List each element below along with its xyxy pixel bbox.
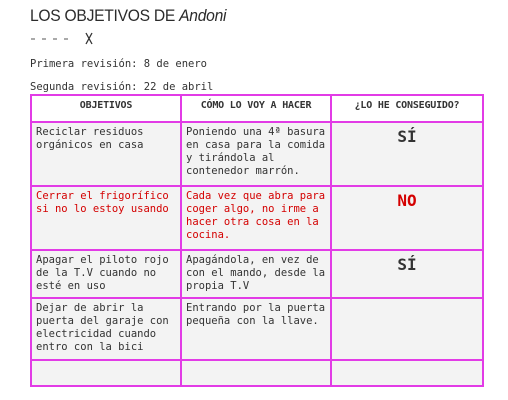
achieved-cell: NO	[331, 186, 483, 250]
table-row	[31, 298, 483, 360]
objective-cell: Apagar el piloto rojo de la T.V cuando no esté en uso	[31, 250, 181, 298]
how-cell: Cada vez que abra para coger algo, no irme a hacer otra cosa en la cocina.	[181, 186, 331, 250]
column-header-achieved: ¿LO HE CONSEGUIDO?	[331, 95, 483, 122]
page-title	[30, 6, 226, 26]
table-row	[31, 122, 483, 186]
achieved-cell: SÍ	[331, 250, 483, 298]
achieved-cell: SÍ	[331, 122, 483, 186]
objective-cell: Cerrar el frigorífico si no lo estoy usando	[31, 186, 181, 250]
title-prefix: LOS OBJETIVOS DE	[30, 6, 180, 25]
how-cell: Apagándola, en vez de con el mando, desde la propia T.V	[181, 250, 331, 298]
achieved-cell	[331, 298, 483, 360]
objective-cell: Dejar de abrir la puerta del garaje con electricidad cuando entro con la bici	[31, 298, 181, 360]
signature-mark	[30, 31, 100, 45]
title-name: Andoni	[179, 6, 227, 25]
table-row	[31, 186, 483, 250]
how-cell	[181, 360, 331, 386]
objective-cell: Reciclar residuos orgánicos en casa	[31, 122, 181, 186]
table-row	[31, 250, 483, 298]
table-row	[31, 360, 483, 386]
column-header-how: CÓMO LO VOY A HACER	[181, 95, 331, 122]
how-cell: Poniendo una 4ª basura en casa para la comida y tirándola al contenedor marrón.	[181, 122, 331, 186]
achieved-cell	[331, 360, 483, 386]
objective-cell	[31, 360, 181, 386]
column-header-objectives: OBJETIVOS	[31, 95, 181, 122]
first-revision: Primera revisión: 8 de enero	[30, 58, 208, 70]
objectives-table	[30, 94, 484, 387]
table-header-row	[31, 95, 483, 122]
how-cell: Entrando por la puerta pequeña con la llave.	[181, 298, 331, 360]
second-revision: Segunda revisión: 22 de abril	[30, 81, 214, 93]
